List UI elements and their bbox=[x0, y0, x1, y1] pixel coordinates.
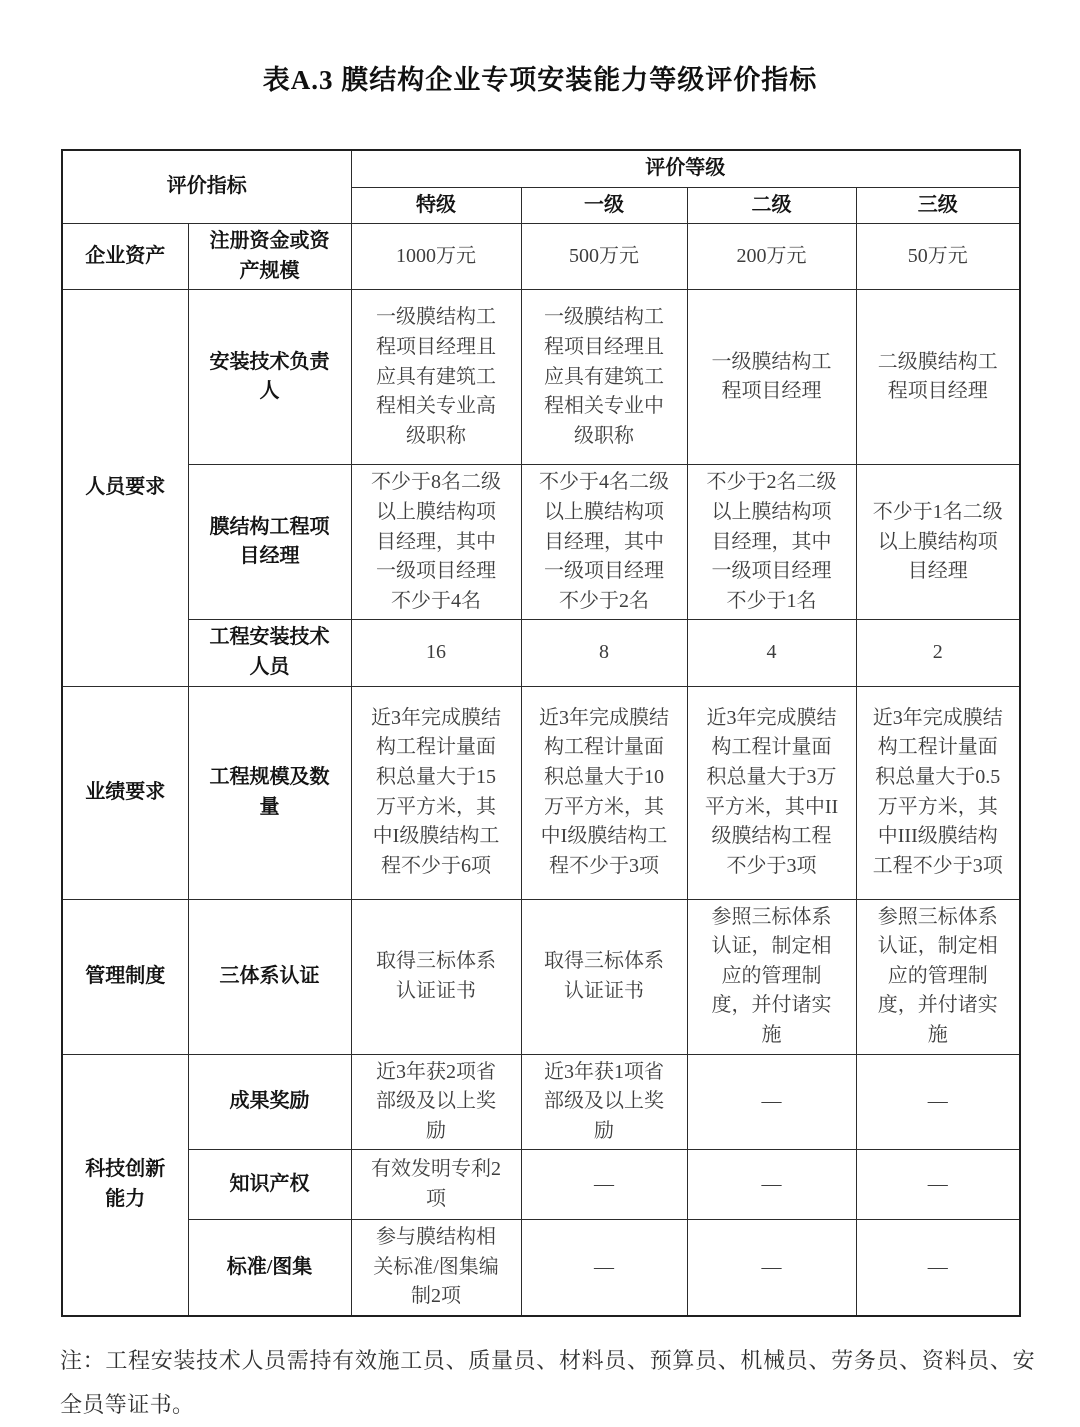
header-row-1 bbox=[62, 150, 1020, 187]
indicator-label: 三体系认证 bbox=[188, 899, 351, 1054]
table-row bbox=[62, 1054, 1020, 1150]
value-cell: 近3年完成膜结构工程计量面积总量大于10万平方米，其中I级膜结构工程不少于3项 bbox=[521, 686, 687, 899]
value-cell: 有效发明专利2项 bbox=[351, 1150, 521, 1220]
header-indicator: 评价指标 bbox=[62, 150, 351, 224]
indicator-label: 工程规模及数量 bbox=[188, 686, 351, 899]
value-cell: 一级膜结构工程项目经理 bbox=[687, 290, 856, 465]
table-row bbox=[62, 686, 1020, 899]
value-cell: 50万元 bbox=[856, 224, 1020, 290]
group-label-assets: 企业资产 bbox=[62, 224, 188, 290]
indicator-label: 注册资金或资产规模 bbox=[188, 224, 351, 290]
value-cell: 近3年完成膜结构工程计量面积总量大于0.5万平方米，其中III级膜结构工程不少于3项 bbox=[856, 686, 1020, 899]
value-cell: 近3年完成膜结构工程计量面积总量大于3万平方米，其中II级膜结构工程不少于3项 bbox=[687, 686, 856, 899]
header-grade-2: 二级 bbox=[687, 187, 856, 224]
value-cell: 500万元 bbox=[521, 224, 687, 290]
value-cell: 不少于1名二级以上膜结构项目经理 bbox=[856, 465, 1020, 620]
value-cell: 2 bbox=[856, 620, 1020, 686]
value-cell: 近3年获1项省部级及以上奖励 bbox=[521, 1054, 687, 1150]
indicator-label: 安装技术负责人 bbox=[188, 290, 351, 465]
value-cell: 参与膜结构相关标准/图集编制2项 bbox=[351, 1220, 521, 1316]
value-cell: 不少于4名二级以上膜结构项目经理，其中一级项目经理不少于2名 bbox=[521, 465, 687, 620]
value-cell: 16 bbox=[351, 620, 521, 686]
table-row bbox=[62, 620, 1020, 686]
value-cell: 8 bbox=[521, 620, 687, 686]
indicator-label: 工程安装技术人员 bbox=[188, 620, 351, 686]
header-grade-special: 特级 bbox=[351, 187, 521, 224]
group-label-performance: 业绩要求 bbox=[62, 686, 188, 899]
group-label-innovation: 科技创新能力 bbox=[62, 1054, 188, 1316]
table-row bbox=[62, 465, 1020, 620]
value-cell: — bbox=[687, 1220, 856, 1316]
value-cell: 二级膜结构工程项目经理 bbox=[856, 290, 1020, 465]
value-cell: 200万元 bbox=[687, 224, 856, 290]
header-grade-1: 一级 bbox=[521, 187, 687, 224]
value-cell: — bbox=[687, 1150, 856, 1220]
value-cell: 参照三标体系认证，制定相应的管理制度，并付诸实施 bbox=[687, 899, 856, 1054]
value-cell: — bbox=[856, 1220, 1020, 1316]
indicator-label: 成果奖励 bbox=[188, 1054, 351, 1150]
value-cell: 不少于2名二级以上膜结构项目经理，其中一级项目经理不少于1名 bbox=[687, 465, 856, 620]
header-grade: 评价等级 bbox=[351, 150, 1020, 187]
value-cell: 不少于8名二级以上膜结构项目经理，其中一级项目经理不少于4名 bbox=[351, 465, 521, 620]
group-label-personnel: 人员要求 bbox=[62, 290, 188, 686]
header-grade-3: 三级 bbox=[856, 187, 1020, 224]
value-cell: 一级膜结构工程项目经理且应具有建筑工程相关专业中级职称 bbox=[521, 290, 687, 465]
evaluation-table bbox=[61, 149, 1021, 1317]
value-cell: 取得三标体系认证证书 bbox=[521, 899, 687, 1054]
value-cell: 参照三标体系认证，制定相应的管理制度，并付诸实施 bbox=[856, 899, 1020, 1054]
table-row bbox=[62, 1150, 1020, 1220]
value-cell: — bbox=[521, 1220, 687, 1316]
value-cell: 近3年完成膜结构工程计量面积总量大于15万平方米，其中I级膜结构工程不少于6项 bbox=[351, 686, 521, 899]
value-cell: — bbox=[521, 1150, 687, 1220]
indicator-label: 标准/图集 bbox=[188, 1220, 351, 1316]
value-cell: — bbox=[687, 1054, 856, 1150]
value-cell: 取得三标体系认证证书 bbox=[351, 899, 521, 1054]
page-title: 表A.3 膜结构企业专项安装能力等级评价指标 bbox=[262, 65, 818, 95]
indicator-label: 膜结构工程项目经理 bbox=[188, 465, 351, 620]
table-row bbox=[62, 899, 1020, 1054]
footnote: 注：工程安装技术人员需持有效施工员、质量员、材料员、预算员、机械员、劳务员、资料员、安全员等证书。 bbox=[60, 1348, 1035, 1418]
value-cell: 1000万元 bbox=[351, 224, 521, 290]
value-cell: — bbox=[856, 1054, 1020, 1150]
table-row bbox=[62, 290, 1020, 465]
group-label-management: 管理制度 bbox=[62, 899, 188, 1054]
value-cell: 4 bbox=[687, 620, 856, 686]
table-row bbox=[62, 224, 1020, 290]
indicator-label: 知识产权 bbox=[188, 1150, 351, 1220]
value-cell: — bbox=[856, 1150, 1020, 1220]
value-cell: 近3年获2项省部级及以上奖励 bbox=[351, 1054, 521, 1150]
table-row bbox=[62, 1220, 1020, 1316]
value-cell: 一级膜结构工程项目经理且应具有建筑工程相关专业高级职称 bbox=[351, 290, 521, 465]
